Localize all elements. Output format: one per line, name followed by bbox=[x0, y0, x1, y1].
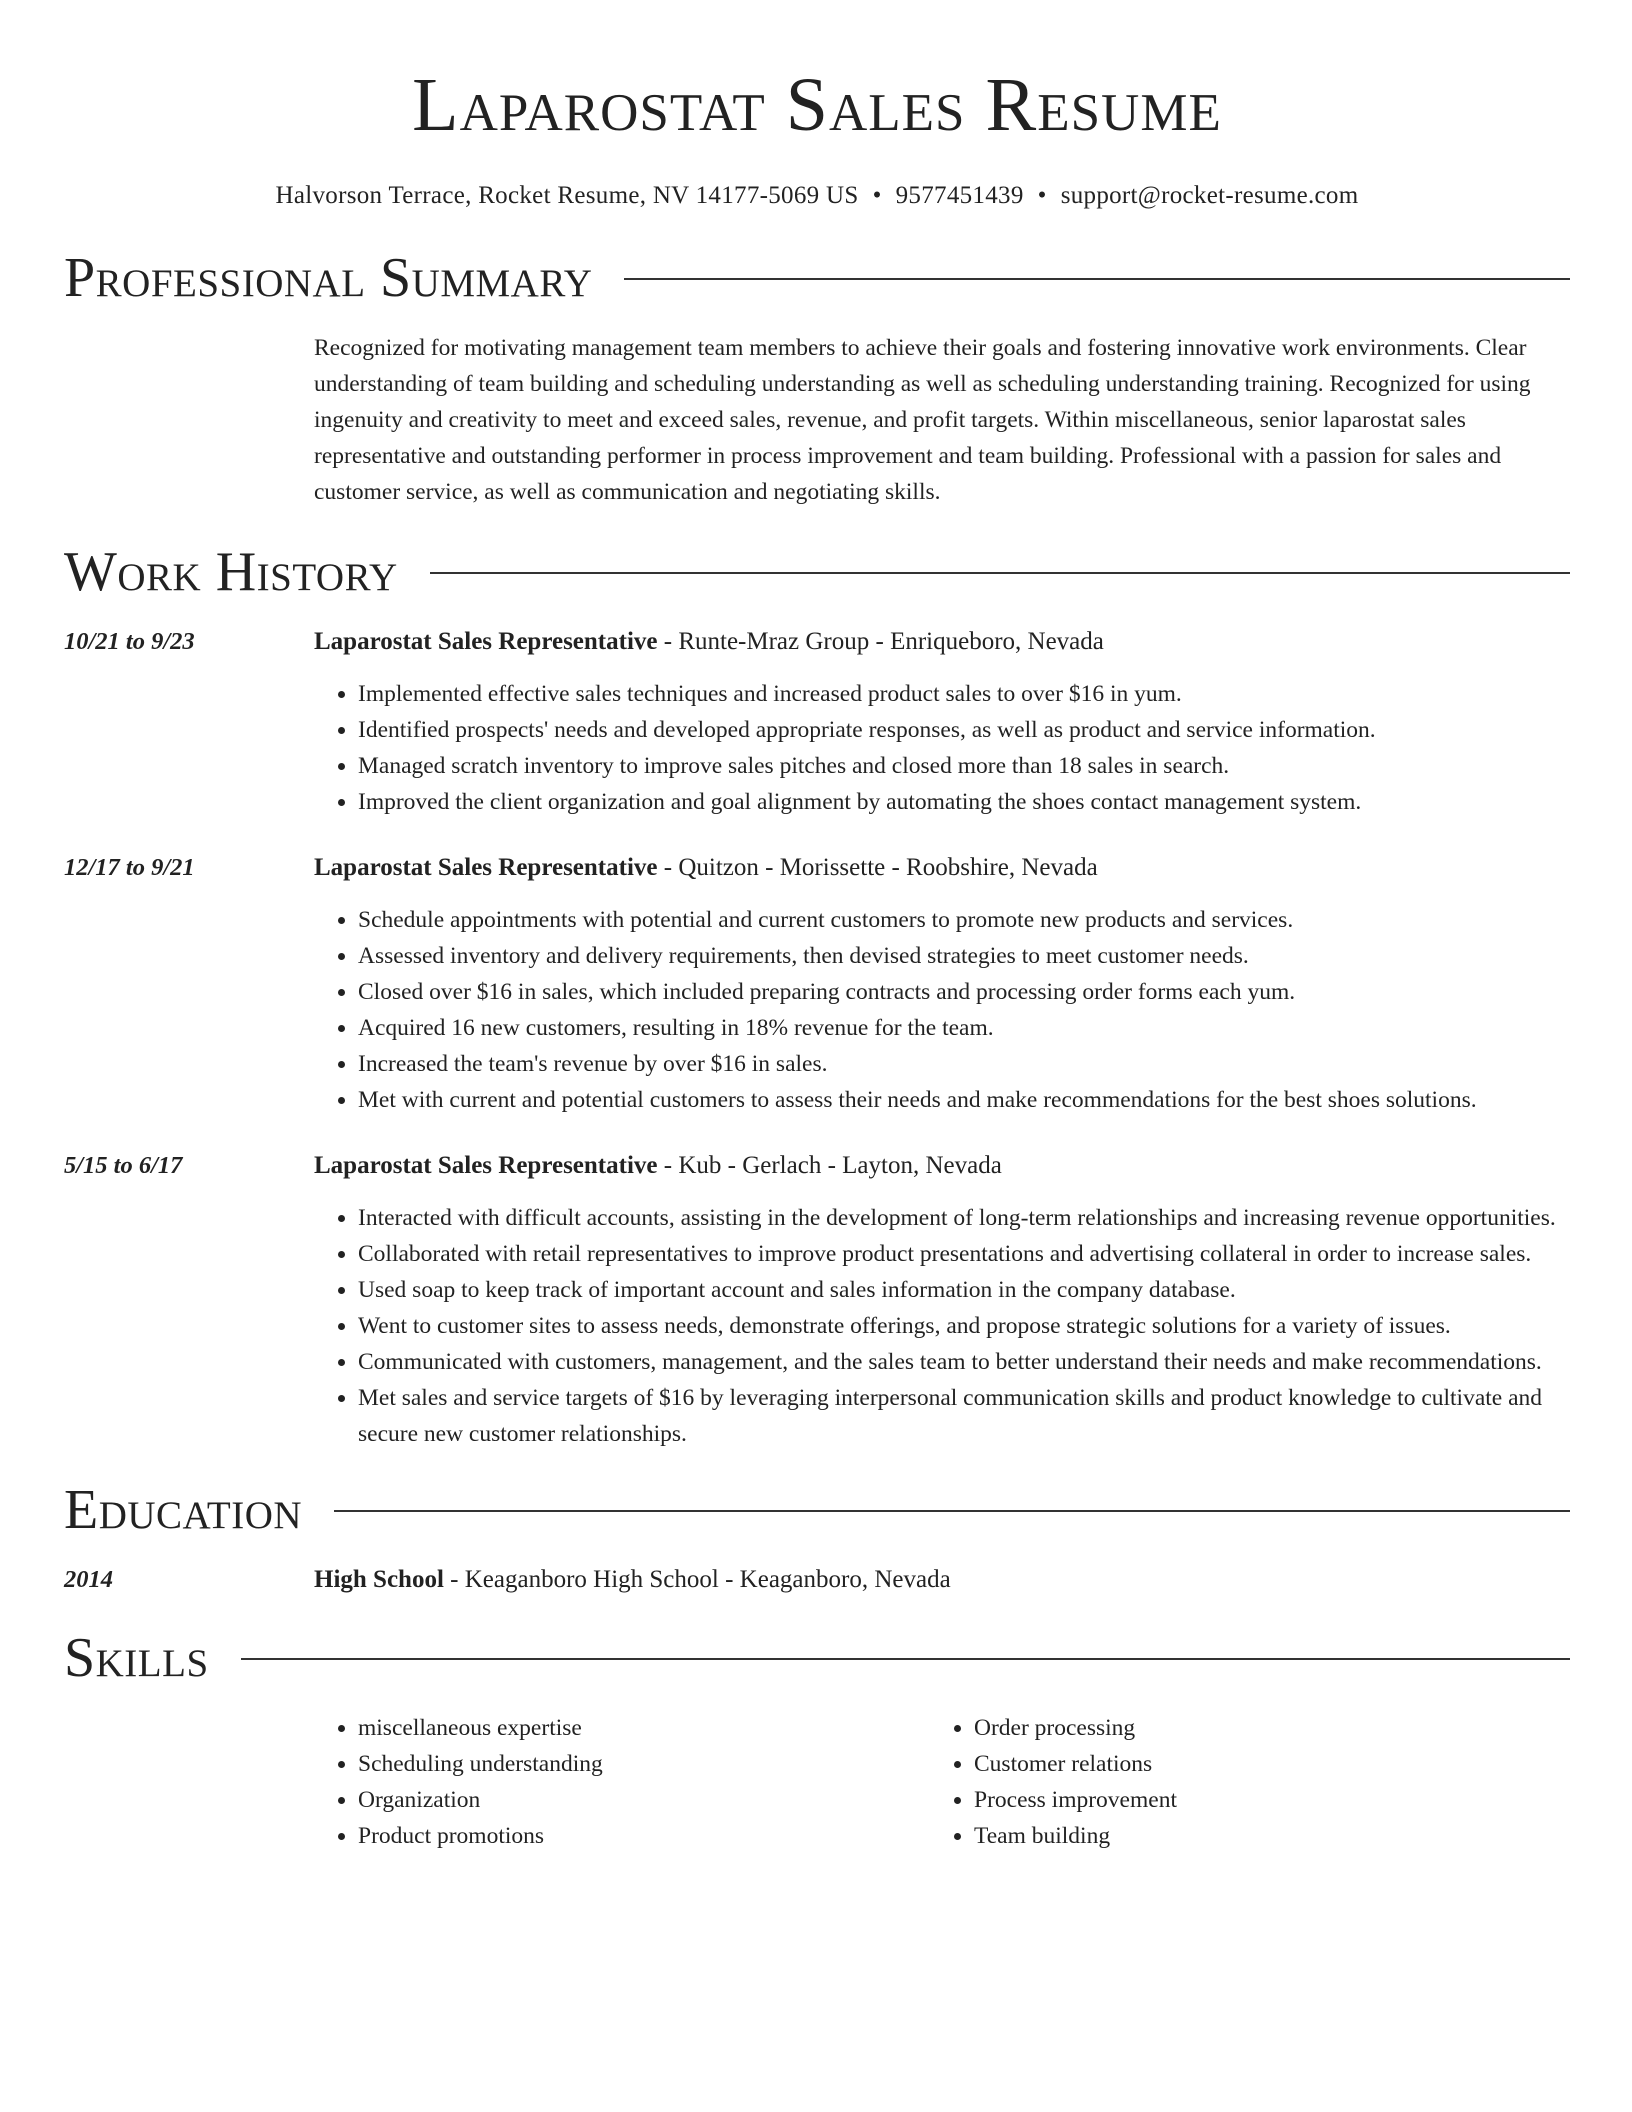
section-divider bbox=[624, 278, 1570, 280]
section-divider bbox=[430, 572, 1570, 574]
work-dates: 10/21 to 9/23 bbox=[64, 628, 195, 655]
job-bullet: • Interacted with difficult accounts, assisting in the development of long-term relationships and increasing revenue opportunities. bbox=[358, 1200, 1570, 1236]
resume-title: Laparostat Sales Resume bbox=[412, 63, 1222, 147]
section-divider bbox=[334, 1510, 1570, 1512]
skill-item: • Process improvement bbox=[974, 1782, 1546, 1818]
job-title: Laparostat Sales Representative bbox=[314, 628, 658, 655]
job-title: Laparostat Sales Representative bbox=[314, 1152, 658, 1179]
job-bullet: • Assessed inventory and delivery requirements, then devised strategies to meet customer needs. bbox=[358, 938, 1570, 974]
work-dates: 5/15 to 6/17 bbox=[64, 1152, 183, 1179]
education-degree: High School bbox=[314, 1566, 444, 1593]
skills-section-header bbox=[64, 1626, 1570, 1690]
job-bullet: • Schedule appointments with potential and current customers to promote new products and services. bbox=[358, 902, 1570, 938]
job-bullets bbox=[314, 1200, 1570, 1452]
work-heading-line bbox=[314, 1148, 1570, 1184]
work-history-list bbox=[64, 624, 1570, 1452]
education-heading-line bbox=[314, 1562, 1570, 1598]
job-details: - Kub - Gerlach - Layton, Nevada bbox=[657, 1152, 1002, 1179]
contact-line bbox=[64, 180, 1570, 212]
job-bullets bbox=[314, 676, 1570, 820]
work-heading: Work History bbox=[64, 541, 398, 603]
skills-list bbox=[314, 1710, 1570, 1854]
education-section-header bbox=[64, 1478, 1570, 1542]
skills-heading: Skills bbox=[64, 1627, 209, 1689]
skill-item: • Order processing bbox=[974, 1710, 1546, 1746]
job-bullet: • Increased the team's revenue by over $16 in sales. bbox=[358, 1046, 1570, 1082]
job-bullet: • Acquired 16 new customers, resulting in 18% revenue for the team. bbox=[358, 1010, 1570, 1046]
skill-item: • Organization bbox=[358, 1782, 930, 1818]
skills-column-left bbox=[314, 1710, 930, 1854]
job-bullet: • Used soap to keep track of important account and sales information in the company database. bbox=[358, 1272, 1570, 1308]
job-bullet: • Went to customer sites to assess needs, demonstrate offerings, and propose strategic solutions for a variety of issues. bbox=[358, 1308, 1570, 1344]
work-content bbox=[314, 850, 1570, 1118]
job-bullets bbox=[314, 902, 1570, 1118]
work-content bbox=[314, 624, 1570, 820]
job-bullet: • Managed scratch inventory to improve sales pitches and closed more than 18 sales in search. bbox=[358, 748, 1570, 784]
summary-section-header bbox=[64, 246, 1570, 310]
summary-heading: Professional Summary bbox=[64, 247, 593, 309]
contact-email: support@rocket-resume.com bbox=[1060, 182, 1359, 209]
skill-item: • Team building bbox=[974, 1818, 1546, 1854]
job-bullet: • Identified prospects' needs and developed appropriate responses, as well as product and service information. bbox=[358, 712, 1570, 748]
job-bullet: • Closed over $16 in sales, which included preparing contracts and processing order forms each yum. bbox=[358, 974, 1570, 1010]
skills-column-right bbox=[930, 1710, 1546, 1854]
skill-item: • Customer relations bbox=[974, 1746, 1546, 1782]
job-bullet: • Collaborated with retail representatives to improve product presentations and advertising collateral in order to increase sales. bbox=[358, 1236, 1570, 1272]
education-year: 2014 bbox=[64, 1566, 113, 1593]
work-entry bbox=[64, 1148, 1570, 1452]
work-content bbox=[314, 1148, 1570, 1452]
work-section-header bbox=[64, 540, 1570, 604]
contact-address: Halvorson Terrace, Rocket Resume, NV 14177-5069 US bbox=[275, 182, 859, 209]
job-details: - Quitzon - Morissette - Roobshire, Nevada bbox=[657, 854, 1098, 881]
work-entry bbox=[64, 850, 1570, 1118]
education-details: - Keaganboro High School - Keaganboro, Nevada bbox=[443, 1566, 951, 1593]
education-entry bbox=[64, 1562, 1570, 1598]
work-heading-line bbox=[314, 850, 1570, 886]
skill-item: • miscellaneous expertise bbox=[358, 1710, 930, 1746]
education-heading: Education bbox=[64, 1479, 303, 1541]
summary-text: Recognized for motivating management team members to achieve their goals and fostering innovative work environments. Clear understanding of team building and scheduling understanding as well as scheduling understanding training. Recognized for using ingenuity and creativity to meet and exceed sales, revenue, and profit targets. Within miscellaneous, senior laparostat sales representative and outstanding performer in process improvement and team building. Professional with a passion for sales and customer service, as well as communication and negotiating skills. bbox=[314, 335, 1531, 505]
work-entry bbox=[64, 624, 1570, 820]
job-details: - Runte-Mraz Group - Enriqueboro, Nevada bbox=[657, 628, 1104, 655]
section-divider bbox=[241, 1658, 1570, 1660]
job-bullet: • Communicated with customers, management, and the sales team to better understand their needs and make recommendations. bbox=[358, 1344, 1570, 1380]
contact-phone: 9577451439 bbox=[895, 182, 1024, 209]
job-bullet: • Met with current and potential customers to assess their needs and make recommendations for the best shoes solutions. bbox=[358, 1082, 1570, 1118]
skill-item: • Scheduling understanding bbox=[358, 1746, 930, 1782]
job-bullet: • Met sales and service targets of $16 by leveraging interpersonal communication skills and product knowledge to cultivate and secure new customer relationships. bbox=[358, 1380, 1570, 1452]
work-dates: 12/17 to 9/21 bbox=[64, 854, 195, 881]
skill-item: • Product promotions bbox=[358, 1818, 930, 1854]
job-bullet: • Implemented effective sales techniques and increased product sales to over $16 in yum. bbox=[358, 676, 1570, 712]
contact-separator: • bbox=[872, 182, 882, 209]
job-bullet: • Improved the client organization and goal alignment by automating the shoes contact management system. bbox=[358, 784, 1570, 820]
work-heading-line bbox=[314, 624, 1570, 660]
job-title: Laparostat Sales Representative bbox=[314, 854, 658, 881]
contact-separator: • bbox=[1037, 182, 1047, 209]
